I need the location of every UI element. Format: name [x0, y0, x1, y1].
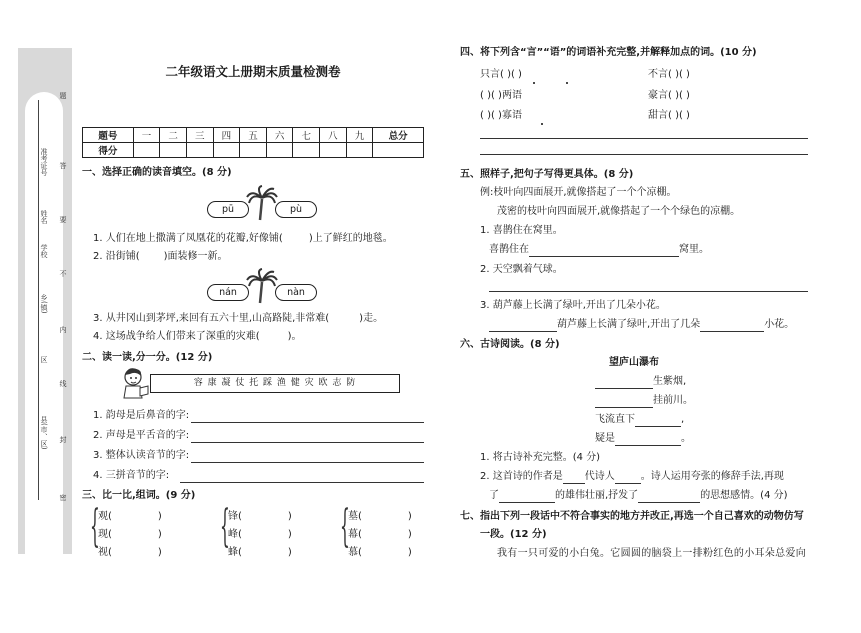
s3-word-cell: 峰( ): [228, 529, 292, 540]
score-header-cell: 六: [266, 128, 293, 143]
section-7-title-cont: 一段。(12 分): [480, 529, 547, 540]
answer-blank[interactable]: [595, 397, 653, 408]
answer-line[interactable]: [489, 291, 808, 292]
answer-blank[interactable]: [489, 321, 557, 332]
poem-title: 望庐山瀑布: [609, 357, 659, 368]
binding-label-da: 答: [59, 162, 67, 169]
s5-example-2: 茂密的枝叶向四面展开,就像搭起了一个个绿色的凉棚。: [497, 206, 741, 217]
answer-blank[interactable]: [638, 492, 700, 503]
score-table: [82, 127, 424, 158]
exam-title: 二年级语文上册期末质量检测卷: [165, 64, 341, 79]
score-cell[interactable]: [346, 143, 373, 158]
s5-q1-answer: 喜鹊住在 窝里。: [489, 244, 709, 255]
field-county: 县(市、区): [40, 416, 48, 450]
idiom-blank: 不言( )( ): [648, 69, 690, 80]
idiom-blank: 豪言( )( ): [648, 90, 690, 101]
poem-line-3: 飞流直下 ,: [595, 414, 685, 425]
answer-line[interactable]: [180, 482, 424, 483]
s5-q3: 3. 葫芦藤上长满了绿叶,开出了几朵小花。: [480, 300, 666, 311]
answer-line[interactable]: [191, 462, 424, 463]
s3-word-cell: 观( ): [98, 511, 162, 522]
s1-q3: 3. 从井冈山到茅坪,来回有五六十里,山高路陡,非常难( )走。: [93, 313, 384, 324]
s6-q2: 2. 这首诗的作者是 代诗人 。诗人运用夸张的修辞手法,再现: [480, 471, 784, 482]
s5-example-1: 例:枝叶向四面展开,就像搭起了一个个凉棚。: [480, 187, 677, 198]
answer-blank[interactable]: [595, 378, 653, 389]
score-header-cell: 七: [293, 128, 320, 143]
section-7-title: 七、指出下列一段话中不符合事实的地方并改正,再选一个自己喜欢的动物仿写: [460, 511, 804, 522]
score-cell[interactable]: [293, 143, 320, 158]
binding-label-nei: 内: [59, 326, 67, 333]
idiom-blank: 只言( )( ): [480, 69, 522, 80]
answer-blank[interactable]: [700, 321, 764, 332]
pinyin-option: nàn: [275, 284, 317, 301]
emphasis-dot: [533, 82, 535, 84]
score-header-cell: 二: [160, 128, 187, 143]
palm-tree-icon: [246, 185, 278, 221]
score-header-cell: 八: [320, 128, 347, 143]
score-header-row: [83, 128, 424, 143]
s7-passage: 我有一只可爱的小白兔。它圆圆的脑袋上一排粉红色的小耳朵总爱向: [497, 548, 806, 559]
field-township: 乡(镇): [40, 294, 48, 314]
s6-q1: 1. 将古诗补充完整。(4 分): [480, 452, 601, 463]
score-cell[interactable]: [266, 143, 293, 158]
score-cell[interactable]: [373, 143, 424, 158]
idiom-blank: 甜言( )( ): [648, 110, 690, 121]
answer-blank[interactable]: [529, 246, 679, 257]
palm-tree-icon: [246, 268, 278, 304]
brace-group-2: {: [220, 501, 230, 552]
idiom-blank: ( )( )寡语: [480, 110, 522, 121]
s3-word-cell: 蜂( ): [228, 547, 292, 558]
field-school: 学校: [40, 244, 48, 258]
field-name: 姓名: [40, 210, 48, 224]
pinyin-option: pū: [207, 201, 249, 218]
score-row: [83, 143, 424, 158]
s5-q3-answer: 葫芦藤上长满了绿叶,开出了几朵 小花。: [489, 318, 794, 332]
emphasis-dot: [566, 82, 568, 84]
s3-word-cell: 墓( ): [348, 511, 412, 522]
s2-q4: 4. 三拼音节的字:: [93, 470, 170, 481]
binding-label-ti: 题: [59, 92, 67, 99]
answer-blank[interactable]: [615, 473, 641, 484]
s3-word-cell: 慕( ): [348, 547, 412, 558]
s5-q1: 1. 喜鹊住在窝里。: [480, 225, 563, 236]
brace-group-3: {: [340, 501, 350, 552]
score-header-cell: 四: [213, 128, 240, 143]
poem-line-1: 生紫烟,: [595, 375, 686, 389]
binding-label-xian: 线: [59, 380, 67, 387]
field-district: 区: [40, 356, 48, 363]
pinyin-option: nán: [207, 284, 249, 301]
binding-label-yao: 要: [59, 216, 67, 223]
answer-line[interactable]: [191, 422, 424, 423]
score-cell[interactable]: [240, 143, 267, 158]
s2-q1: 1. 韵母是后鼻音的字:: [93, 410, 190, 421]
score-header-cell: 一: [133, 128, 160, 143]
idiom-blank: ( )( )两语: [480, 90, 522, 101]
section-2-title: 二、读一读,分一分。(12 分): [82, 352, 213, 363]
score-header-cell: 三: [186, 128, 213, 143]
answer-line[interactable]: [480, 138, 808, 139]
section-5-title: 五、照样子,把句子写得更具体。(8 分): [460, 169, 634, 180]
score-cell[interactable]: [320, 143, 347, 158]
answer-blank[interactable]: [635, 416, 681, 427]
binding-fill-line: [38, 100, 39, 500]
s3-word-cell: 视( ): [98, 547, 162, 558]
score-header-cell: 五: [240, 128, 267, 143]
answer-blank[interactable]: [563, 473, 585, 484]
score-row-label: 得分: [83, 143, 134, 158]
binding-label-feng: 封: [59, 436, 67, 443]
emphasis-dot: [541, 123, 543, 125]
score-cell[interactable]: [186, 143, 213, 158]
pinyin-option: pù: [275, 201, 317, 218]
binding-label-mi: 密: [59, 494, 67, 501]
field-exam-number: 准考证号: [40, 148, 48, 176]
answer-blank[interactable]: [615, 435, 681, 446]
poem-line-4: 疑是 。: [595, 433, 691, 444]
answer-blank[interactable]: [499, 492, 555, 503]
answer-line[interactable]: [191, 442, 424, 443]
score-header-cell: 题号: [83, 128, 134, 143]
s5-q2: 2. 天空飘着气球。: [480, 264, 563, 275]
s3-word-cell: 现( ): [98, 529, 162, 540]
score-cell[interactable]: [133, 143, 160, 158]
s1-q2: 2. 沿街铺( )面装修一新。: [93, 251, 228, 262]
s6-q2-cont: 了 的雄伟壮丽,抒发了 的思想感情。(4 分): [489, 490, 788, 501]
section-1-title: 一、选择正确的读音填空。(8 分): [82, 167, 232, 178]
s1-q1: 1. 人们在地上撒满了凤凰花的花瓣,好像铺( )上了鲜红的地毯。: [93, 233, 393, 244]
score-header-cell: 总分: [373, 128, 424, 143]
section-3-title: 三、比一比,组词。(9 分): [82, 490, 196, 501]
brace-group-1: {: [90, 501, 100, 552]
score-header-cell: 九: [346, 128, 373, 143]
s3-word-cell: 锋( ): [228, 511, 292, 522]
section-4-title: 四、将下列含“言”“语”的词语补充完整,并解释加点的词。(10 分): [460, 47, 757, 58]
character-box: 容 康 凝 仗 托 踩 渔 健 灾 欧 志 防: [150, 374, 400, 393]
binding-label-bu: 不: [59, 270, 67, 277]
score-cell[interactable]: [160, 143, 187, 158]
section-6-title: 六、古诗阅读。(8 分): [460, 339, 560, 350]
score-cell[interactable]: [213, 143, 240, 158]
s1-q4: 4. 这场战争给人们带来了深重的灾难( )。: [93, 331, 302, 342]
answer-line[interactable]: [480, 154, 808, 155]
s2-q3: 3. 整体认读音节的字:: [93, 450, 190, 461]
child-reading-icon: [120, 366, 150, 400]
s3-word-cell: 幕( ): [348, 529, 412, 540]
s2-q2: 2. 声母是平舌音的字:: [93, 430, 190, 441]
poem-line-2: 挂前川。: [595, 394, 693, 408]
